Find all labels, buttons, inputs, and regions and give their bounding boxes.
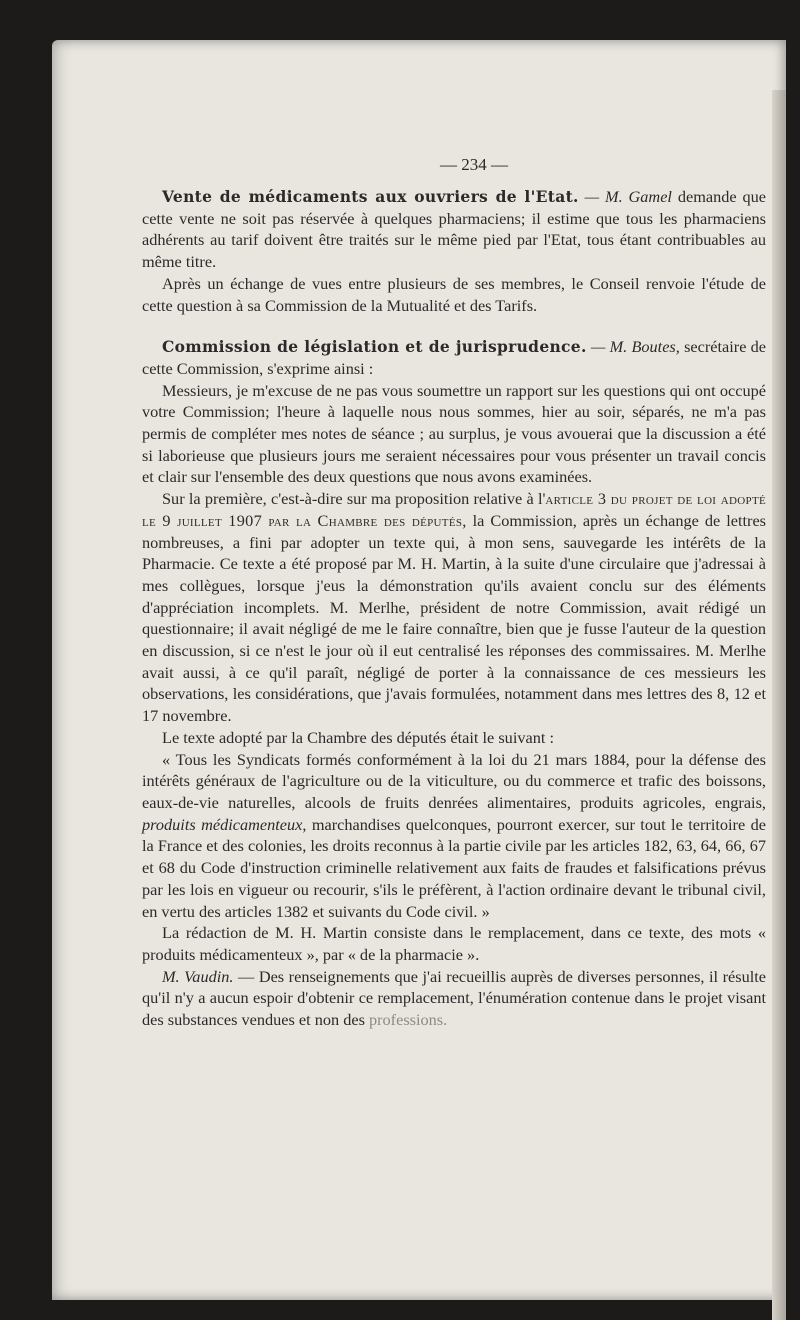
quote-emphasis: produits médicamenteux <box>142 814 303 834</box>
paragraph <box>142 488 766 727</box>
quote-text: « Tous les Syndicats formés conformément à la loi du 21 mars 1884, pour la défense des intérêts généraux de l'agriculture ou de la viticulture, ou du commerce et trafic des boissons, eaux-de-vie naturelles, alcools de fruits denrées alimentaires, produits agricoles, engrais, <box>142 749 766 812</box>
paragraph-text: la Commission, après un échange de lettres nombreuses, a fini par adopter un texte qui, à mon sens, sauvegarde les intérêts de la Pharmacie. Ce texte a été proposé par M. H. Martin, à la suite d'une circulaire que j'adressai à mes collègues, lorsque j'eus la démonstration qu'ils avaient conclu sur des éléments d'appréciation incomplets. M. Merlhe, président de notre Commission, avait rédigé un questionnaire; il avait négligé de me le faire connaître, bien que je fusse l'auteur de la question en discussion, si ce n'est le jour où il eut centralisé les réponses des commissaires. M. Merlhe avait aussi, à ce qu'il paraît, négligé de porter à la connaissance de ces messieurs les observations, les considérations, que j'avais formulées, notamment dans mes lettres des 8, 12 et 17 novembre. <box>142 510 767 726</box>
speaker-boutes: — M. Boutes, <box>590 337 680 357</box>
paragraph: Le texte adopté par la Chambre des députés était le suivant : <box>162 727 554 747</box>
page-number: — 234 — <box>440 155 508 174</box>
paragraph: Après un échange de vues entre plusieurs de ses membres, le Conseil renvoie l'étude de cette question à sa Commission de la Mutualité et des Tarifs. <box>142 273 766 315</box>
faded-text: professions. <box>368 1010 448 1030</box>
quotation <box>142 749 766 923</box>
paragraph-vaudin <box>142 966 766 1031</box>
speaker-gamel: — M. Gamel <box>584 187 672 206</box>
quote-text: , marchandises quelconques, pourront exercer, sur tout le territoire de la France et des colonies, les droits reconnus à la partie civile par les articles 182, 63, 64, 66, 67 et 68 du Code d'instruction criminelle relativement aux faits de fraudes et falsifications prévus par les lois en vigueur ou recourir, s'ils le préfèrent, à l'action ordinaire devant le tribunal civil, en vertu des articles 1382 et suivants du Code civil. » <box>142 814 766 921</box>
paragraph-text: secrétaire de cette Commission, s'exprime ainsi : <box>142 337 767 378</box>
speaker-vaudin: M. Vaudin. <box>162 966 234 986</box>
paragraph-text: demande que cette vente ne soit pas réservée à quelques pharmaciens; il estime que tous les pharmaciens adhérents au tarif doivent être traités sur le même pied par l'Etat, tous étant contribuables au même titre. <box>142 187 767 272</box>
paragraph-commission <box>142 336 766 379</box>
section-heading-commission: Commission de législation et de jurisprudence. <box>162 337 587 357</box>
page-edge <box>772 90 786 1320</box>
paragraph-text: Sur la première, c'est-à-dire sur ma proposition relative à l' <box>162 489 546 509</box>
page-body <box>142 150 766 1031</box>
article-reference: article 3 du projet de loi adopté le 9 juillet 1907 par la Chambre des députés, <box>142 489 766 530</box>
section-heading-vente: Vente de médicaments aux ouvriers de l'Etat. <box>162 187 579 206</box>
paragraph-vente <box>142 186 766 273</box>
paragraph: La rédaction de M. H. Martin consiste dans le remplacement, dans ce texte, des mots « produits médicamenteux », par « de la pharmacie ». <box>142 923 766 964</box>
paragraph-text: — Des renseignements que j'ai recueillis auprès de diverses personnes, il résulte qu'il n'y a aucun espoir d'obtenir ce remplacement, l'énumération contenue dans le projet visant des substances vendues et non des <box>142 966 766 1030</box>
paragraph: Messieurs, je m'excuse de ne pas vous soumettre un rapport sur les questions qui ont occupé votre Commission; l'heure à laquelle nous nous sommes, hier au soir, séparés, ne m'a pas permis de compléter mes notes de séance ; au surplus, je vous avouerai que la discussion a été si laborieuse que plusieurs jours me seraient nécessaires pour vous présenter un travail concis et clair sur l'ensemble des deux questions que nous avons examinées. <box>142 380 766 487</box>
